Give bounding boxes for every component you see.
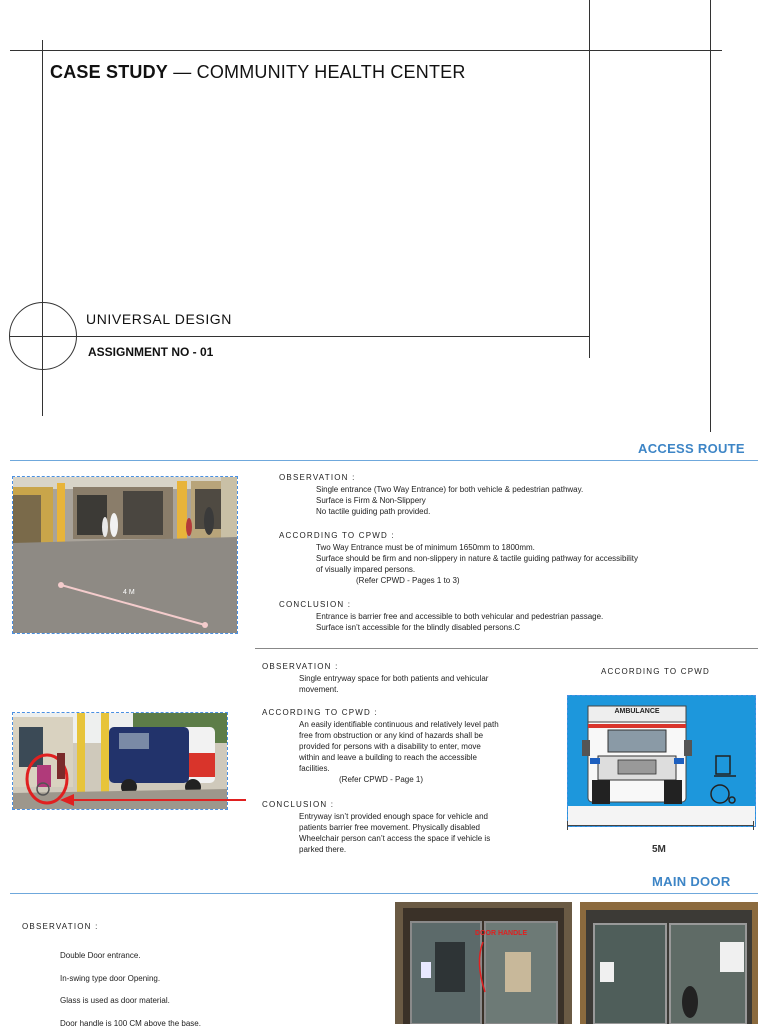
dimension-tick-right bbox=[753, 821, 754, 830]
access-route-rule bbox=[10, 460, 758, 461]
entry-cpwd-text: An easily identifiable continuous and relatively level path free from obstruction or any kind of hazards shall be provided for persons with a disability to enter, move within and leave a building to reach the accessible facilities. (Refer CPWD - Page 1) bbox=[299, 720, 499, 784]
door-photo-right bbox=[580, 902, 758, 1024]
door-observation-label: OBSERVATION : bbox=[22, 922, 99, 931]
title-rest: — COMMUNITY HEALTH CENTER bbox=[168, 62, 466, 82]
access-route-photo-art bbox=[13, 477, 237, 633]
page-title bbox=[50, 62, 466, 83]
main-door-rule bbox=[10, 893, 758, 894]
assignment-label: ASSIGNMENT NO - 01 bbox=[88, 345, 214, 359]
entry-cpwd-label: ACCORDING TO CPWD : bbox=[262, 708, 378, 717]
door-photo-left-art bbox=[395, 902, 572, 1024]
main-door-heading: MAIN DOOR bbox=[652, 874, 731, 889]
entry-conclusion-text: Entryway isn’t provided enough space for vehicle and patients barrier free movement. Physically disabled Wheelchair person can’t access the space if vehicle is parked there. bbox=[299, 812, 491, 854]
entry-observation-label: OBSERVATION : bbox=[262, 662, 339, 671]
access-route-heading: ACCESS ROUTE bbox=[638, 441, 745, 456]
wheelchair-icon bbox=[711, 756, 736, 803]
access-route-divider bbox=[255, 648, 758, 649]
subtitle: UNIVERSAL DESIGN bbox=[86, 311, 233, 327]
frame-mid-line bbox=[10, 336, 590, 337]
frame-inner-right-line bbox=[589, 0, 590, 358]
dimension-tick-left bbox=[567, 821, 568, 830]
dimension-line bbox=[567, 825, 754, 826]
entry-conclusion-label: CONCLUSION : bbox=[262, 800, 335, 809]
access-conclusion-text: Entrance is barrier free and accessible to both vehicular and pedestrian passage. Surface isn’t accessible for the blindly disabled persons.C bbox=[316, 612, 604, 632]
dimension-label: 5M bbox=[652, 844, 666, 855]
access-route-photo bbox=[12, 476, 238, 634]
frame-outer-right-line bbox=[710, 0, 711, 432]
entry-diagram-label: ACCORDING TO CPWD bbox=[601, 667, 710, 676]
access-route-photo-measure: 4 M bbox=[123, 589, 135, 596]
ambulance-label: AMBULANCE bbox=[614, 708, 660, 715]
entryway-arrow bbox=[60, 792, 246, 808]
entry-observation-text: Single entryway space for both patients and vehicular movement. bbox=[299, 674, 489, 694]
frame-circle bbox=[9, 302, 77, 370]
access-cpwd-label: ACCORDING TO CPWD : bbox=[279, 531, 395, 540]
door-photo-left bbox=[395, 902, 572, 1024]
title-bold: CASE STUDY bbox=[50, 62, 169, 82]
ambulance-diagram-art bbox=[568, 696, 755, 826]
access-conclusion-label: CONCLUSION : bbox=[279, 600, 352, 609]
frame-top-line bbox=[10, 50, 722, 51]
access-observation-text: Single entrance (Two Way Entrance) for both vehicle & pedestrian pathway. Surface is Firm & Non-Slippery No tactile guiding path provided. bbox=[316, 485, 584, 516]
door-handle-label: DOOR HANDLE bbox=[475, 930, 528, 937]
ambulance-diagram bbox=[567, 695, 756, 827]
door-photo-right-art bbox=[580, 902, 758, 1024]
access-cpwd-text: Two Way Entrance must be of minimum 1650mm to 1800mm. Surface should be firm and non-slippery in nature & tactile guiding pathway for accessibility of visually impared persons. (Refer CPWD - Pages 1 to 3) bbox=[316, 543, 638, 585]
access-observation-label: OBSERVATION : bbox=[279, 473, 356, 482]
door-observation-text: Double Door entrance. In-swing type door Opening. Glass is used as door material. Door handle is 100 CM above the base. bbox=[60, 951, 201, 1028]
